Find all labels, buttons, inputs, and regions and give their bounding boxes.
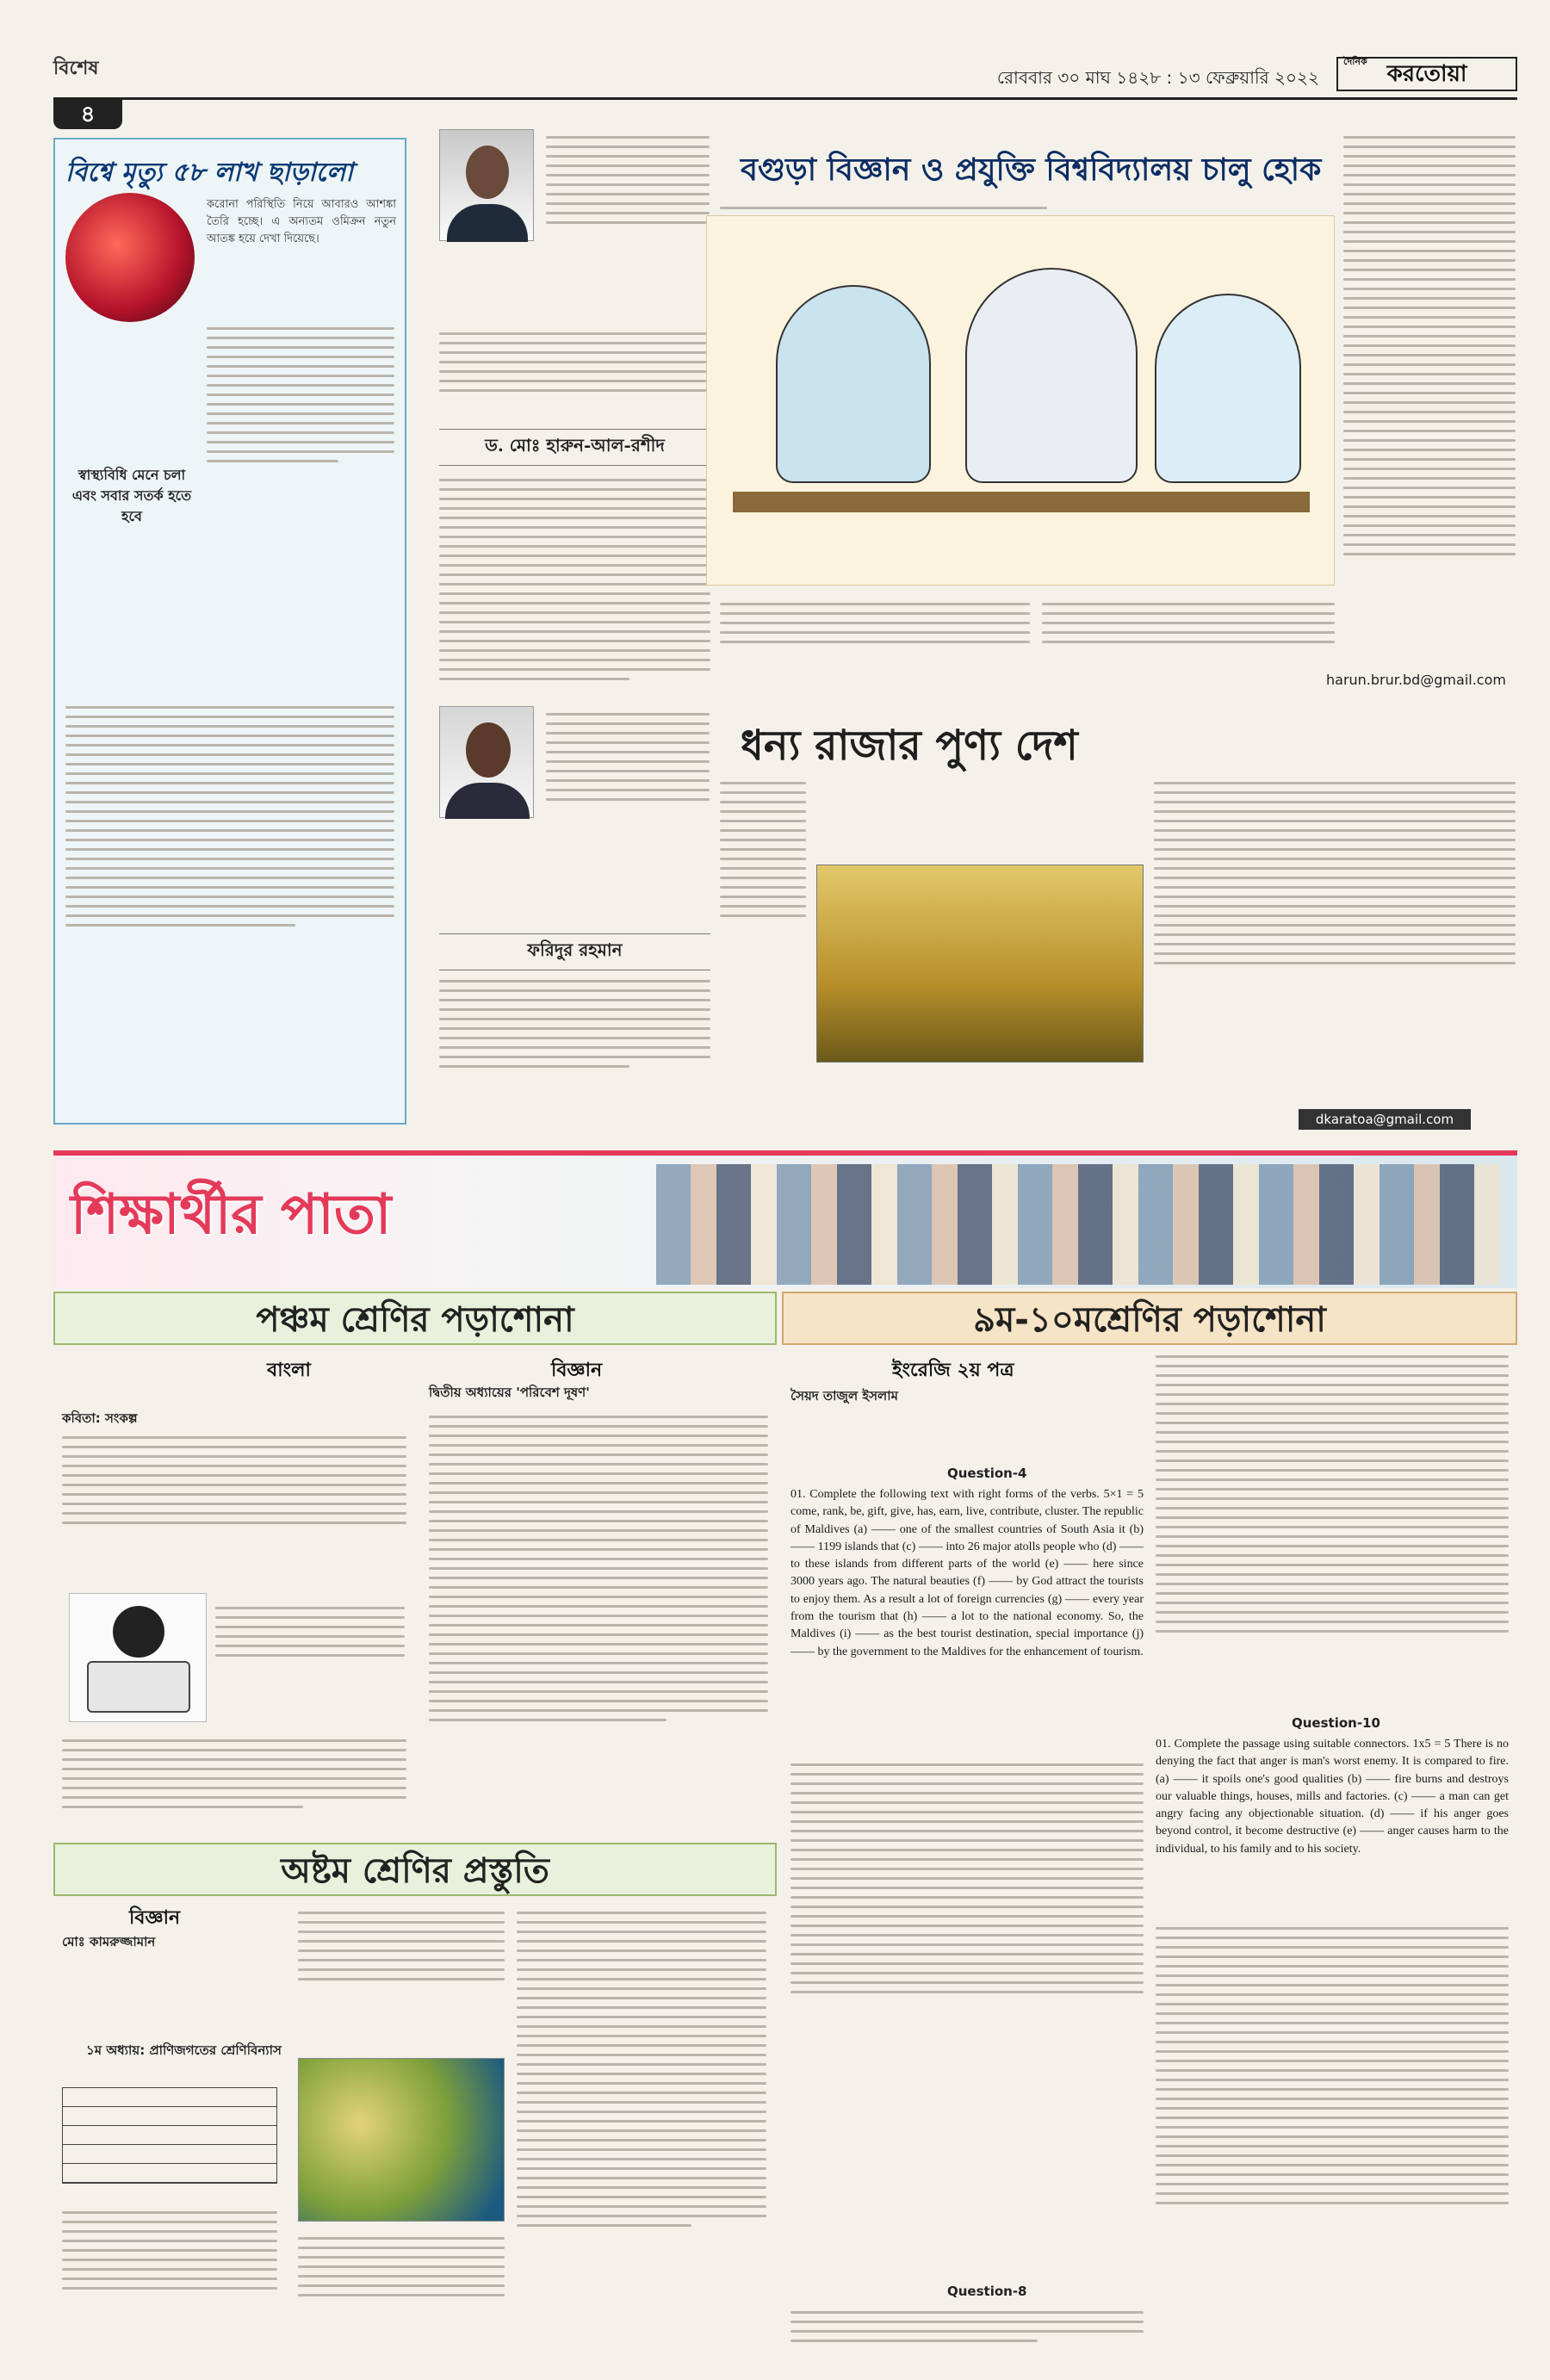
class5-bangla-text xyxy=(62,1429,406,1531)
newspaper-logo xyxy=(1336,57,1517,91)
covid-text-block xyxy=(207,320,394,469)
uni-email: harun.brur.bd@gmail.com xyxy=(1326,672,1506,688)
class9-subject: ইংরেজি ২য় পত্র xyxy=(892,1359,1014,1381)
logo-small-text: দৈনিক xyxy=(1343,56,1367,67)
chapter-heading: দ্বিতীয় অধ্যায়ের 'পরিবেশ দূষণ' xyxy=(429,1385,590,1400)
raja-text-right xyxy=(1154,775,1516,971)
section-label: বিশেষ xyxy=(53,58,99,79)
raja-headline: ধন্য রাজার পুণ্য দেশ xyxy=(741,722,1078,770)
uni-text-right xyxy=(1343,129,1516,562)
raja-byline: ফরিদুর রহমান xyxy=(439,933,710,970)
poem-heading: কবিতা: সংকল্প xyxy=(62,1410,138,1426)
virus-image xyxy=(65,193,195,322)
class5-science: বিজ্ঞান xyxy=(551,1359,603,1381)
class8-text-col3 xyxy=(517,1905,766,2234)
class8-section-title: অষ্টম শ্রেণির প্রস্তুতি xyxy=(53,1843,777,1896)
raja-text-col1b xyxy=(439,973,710,1075)
logo-text: করতোয়া xyxy=(1386,61,1467,87)
author-photo xyxy=(439,129,534,241)
covid-text-block-2 xyxy=(65,699,394,933)
class8-subject: বিজ্ঞান xyxy=(129,1906,181,1929)
class9-section-title: ৯ম-১০মশ্রেণির পড়াশোনা xyxy=(782,1292,1517,1345)
q4-heading: Question-4 xyxy=(947,1466,1027,1481)
page-number: ৪ xyxy=(53,100,122,129)
uni-text-bottom xyxy=(720,596,1030,650)
covid-article xyxy=(53,138,406,1125)
issue-date: রোববার ৩০ মাঘ ১৪২৮ : ১৩ ফেব্রুয়ারি ২০২২ xyxy=(996,67,1319,88)
email-tag: dkaratoa@gmail.com xyxy=(1299,1109,1471,1130)
q10-heading: Question-10 xyxy=(1292,1715,1380,1731)
q4-text: 01. Complete the following text with right forms of the verbs. 5×1 = 5 come, rank, be, gift, give, has, earn, live, contribute, cluster. The republic of Maldives (a) —— one of the smallest countries of South Asia it (b) —— 1199 islands that (c) —— into 26 major atolls people who (d) —— to these islands from different parts of the world (e) —— here since 3000 years ago. The natural beauties (f) —— by God attract the tourists to enjoy them. As a result a lot of foreign currencies (g) —— every year from the tourism that (h) —— a lot to the national economy. So, the Maldives (i) —— as the best tourist destination, special importance (j) —— by the government to the Maldives for the enhancement of tourism. xyxy=(790,1488,1144,1658)
class8-chapter: ১ম অধ্যায়: প্রাণিজগতের শ্রেণিবিন্যাস xyxy=(86,2042,282,2058)
raja-author-photo xyxy=(439,706,534,818)
uni-text-col1c xyxy=(439,472,710,687)
class5-section-title: পঞ্চম শ্রেণির পড়াশোনা xyxy=(53,1292,777,1345)
page-header xyxy=(53,53,1517,100)
q8-text xyxy=(790,2304,1144,2349)
covid-caption: স্বাস্থ্যবিধি মেনে চলা এবং সবার সতর্ক হতে হবে xyxy=(71,467,192,524)
classification-table xyxy=(62,2087,277,2184)
student-page-banner xyxy=(53,1150,1517,1288)
class8-teacher: মোঃ কামরুজ্জামান xyxy=(62,1934,156,1949)
class5-bangla-text-3 xyxy=(62,1732,406,1815)
class8-text-col1 xyxy=(62,2204,277,2296)
uni-text-col1b xyxy=(439,325,710,399)
uni-byline: ড. মোঃ হারুন-আল-রশীদ xyxy=(439,429,710,466)
sponge-photo xyxy=(298,2058,505,2222)
covid-headline: বিশ্বে মৃত্যু ৫৮ লাখ ছাড়ালো xyxy=(65,158,353,188)
raja-text-col2 xyxy=(720,775,806,924)
students-illustration xyxy=(706,215,1335,586)
uni-text-bottom-2 xyxy=(1042,596,1335,650)
paddy-field-photo xyxy=(816,865,1144,1063)
uni-headline: বগুড়া বিজ্ঞান ও প্রযুক্তি বিশ্ববিদ্যালয় চালু হোক xyxy=(741,152,1322,188)
banner-title: শিক্ষার্থীর পাতা xyxy=(71,1183,392,1247)
q10-more-text xyxy=(1156,1920,1509,2211)
q10-text: 01. Complete the passage using suitable connectors. 1x5 = 5 There is no denying the fact that anger is man's worst enemy. It is compared to fire. (a) —— it spoils one's good qualities (b) —— fire burns and destroys our valuable things, houses, mills and factories. (c) —— a man can get angry facing any objectionable situation. (d) —— if his anger goes beyond control, it become destructive (e) —— anger causes harm to the individual, to his family and to his society. xyxy=(1156,1738,1509,1856)
class5-bangla: বাংলা xyxy=(267,1359,311,1381)
class9-teacher: সৈয়দ তাজুল ইসলাম xyxy=(790,1388,898,1404)
class5-science-text xyxy=(429,1409,768,1728)
class9-right-text xyxy=(1156,1348,1509,1639)
covid-intro: করোনা পরিস্থিতি নিয়ে আবারও আশঙ্কা তৈরি হচ্ছে। এ অন্যতম ওমিক্রন নতুন আতঙ্ক হয়ে দেখা দিয়েছে। xyxy=(207,198,396,246)
students-photo xyxy=(656,1164,1500,1285)
raja-text-col1 xyxy=(546,706,710,808)
class5-bangla-text-2 xyxy=(215,1600,405,1664)
class8-text-col2 xyxy=(298,1905,505,1987)
studying-girl-illustration xyxy=(69,1593,207,1722)
uni-text-col1 xyxy=(546,129,710,231)
q4-more-text xyxy=(790,1757,1144,2000)
q8-heading: Question-8 xyxy=(947,2284,1027,2299)
class8-text-col2b xyxy=(298,2230,505,2303)
